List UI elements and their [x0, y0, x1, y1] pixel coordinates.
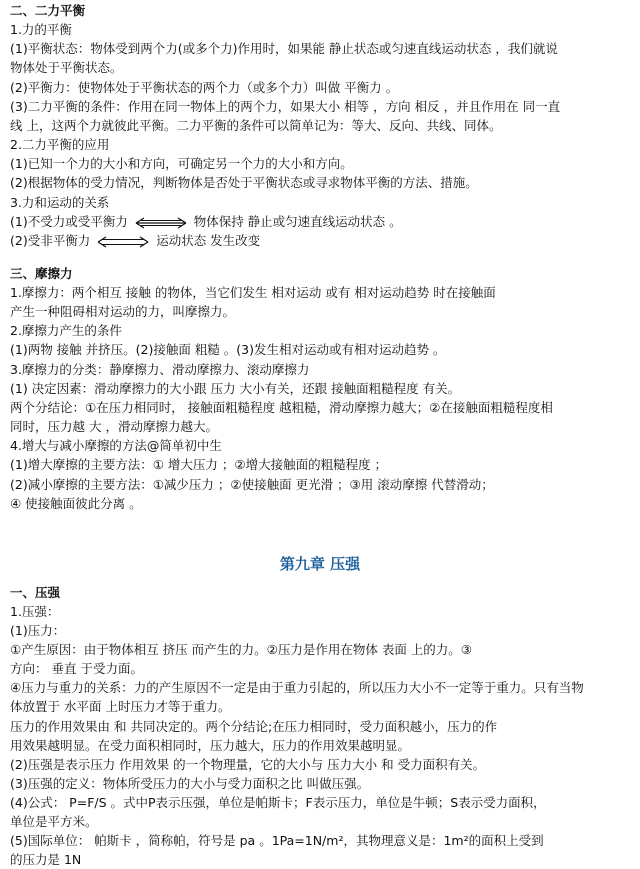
force-motion-row-1	[10, 213, 402, 231]
text-line: (3)压强的定义：物体所受压力的大小与受力面积之比 叫做压强。	[10, 776, 370, 791]
text-line: 2.摩擦力产生的条件	[10, 323, 122, 338]
text-line: (1) 决定因素：滑动摩擦力的大小跟 压力 大小有关，还跟 接触面粗糙程度 有关。	[10, 381, 461, 396]
text-line: (2)压强是表示压力 作用效果 的一个物理量，它的大小与 压力大小 和 受力面积有关。	[10, 757, 486, 772]
double-arrow-icon	[97, 236, 149, 248]
text-line: 单位是平方米。	[10, 814, 98, 829]
text-line: 用效果越明显。在受力面积相同时，压力越大，压力的作用效果越明显。	[10, 738, 411, 753]
text-line: (1)平衡状态：物体受到两个力(或多个力)作用时，如果能 静止状态或匀速直线运动状态 ，我们就说	[10, 41, 558, 56]
double-arrow-icon	[135, 217, 187, 229]
text-line: (3)二力平衡的条件：作用在同一物体上的两个力，如果大小 相等 ，方向 相反 ，并且作用在 同一直	[10, 99, 561, 114]
text-line: 两个分结论：①在压力相同时， 接触面粗糙程度 越粗糙，滑动摩擦力越大；②在接触面粗糙程度相	[10, 400, 553, 415]
text-line: 4.增大与减小摩擦的方法@简单初中生	[10, 438, 222, 453]
text-line: 线 上，这两个力就彼此平衡。二力平衡的条件可以简单记为：等大、反向、共线、同体。	[10, 118, 502, 133]
text-line: 产生一种阻碍相对运动的力，叫摩擦力。	[10, 304, 236, 319]
text-line: 同时，压力越 大 ，滑动摩擦力越大。	[10, 419, 218, 434]
text-line: (5)国际单位： 帕斯卡 ，简称帕，符号是 pa 。1Pa=1N/m²，其物理意义是：1m²的面积上受到	[10, 833, 544, 848]
text-line: (1)已知一个力的大小和方向，可确定另一个力的大小和方向。	[10, 156, 353, 171]
chapter-title: 第九章 压强	[279, 555, 361, 573]
text-line: 压力的作用效果由 和 共同决定的。两个分结论;在压力相同时，受力面积越小，压力的作	[10, 719, 498, 734]
section-heading: 一、压强	[10, 585, 61, 600]
text-line: (1)两物 接触 并挤压。(2)接触面 粗糙 。(3)发生相对运动或有相对运动趋势 。	[10, 342, 446, 357]
text-line: 2.二力平衡的应用	[10, 137, 110, 152]
text-line: 1.力的平衡	[10, 22, 72, 37]
text-line: 3.力和运动的关系	[10, 195, 110, 210]
text-line: ④压力与重力的关系：力的产生原因不一定是由于重力引起的，所以压力大小不一定等于重力。只有当物	[10, 680, 584, 695]
row2-right: 运动状态 发生改变	[156, 233, 261, 248]
text-line: 方向： 垂直 于受力面。	[10, 661, 143, 676]
text-line: (1)压力：	[10, 623, 66, 638]
text-line: 3.摩擦力的分类：静摩擦力、滑动摩擦力、滚动摩擦力	[10, 362, 310, 377]
section-heading: 三、摩擦力	[10, 266, 73, 281]
text-line: (1)增大摩擦的主要方法：① 增大压力 ；②增大接触面的粗糙程度 ；	[10, 457, 388, 472]
text-line: (2)根据物体的受力情况，判断物体是否处于平衡状态或寻求物体平衡的方法、措施。	[10, 175, 478, 190]
text-line: ①产生原因：由于物体相互 挤压 而产生的力。②压力是作用在物体 表面 上的力。③	[10, 642, 473, 657]
row1-right: 物体保持 静止或匀速直线运动状态 。	[193, 214, 402, 229]
text-line: (2)减小摩擦的主要方法：①减少压力 ；②使接触面 更光滑 ；③用 滚动摩擦 代替滑动；	[10, 477, 494, 492]
text-line: ④ 使接触面彼此分离 。	[10, 496, 142, 511]
text-line: (2)平衡力：使物体处于平衡状态的两个力（或多个力）叫做 平衡力 。	[10, 80, 399, 95]
row2-left: (2)受非平衡力	[10, 233, 91, 248]
force-motion-row-2	[10, 232, 260, 250]
text-line: 物体处于平衡状态。	[10, 60, 123, 75]
row1-left: (1)不受力或受平衡力	[10, 214, 128, 229]
text-line: (4)公式： P=F/S 。式中P表示压强，单位是帕斯卡；F表示压力，单位是牛顿；S表示受力面积，	[10, 795, 546, 810]
text-line: 体放置于 水平面 上时压力才等于重力。	[10, 699, 231, 714]
text-line: 1.压强：	[10, 604, 60, 619]
section-heading: 二、二力平衡	[10, 3, 86, 18]
text-line: 1.摩擦力：两个相互 接触 的物体，当它们发生 相对运动 或有 相对运动趋势 时在接触面	[10, 285, 496, 300]
text-line: 的压力是 1N	[10, 852, 82, 867]
